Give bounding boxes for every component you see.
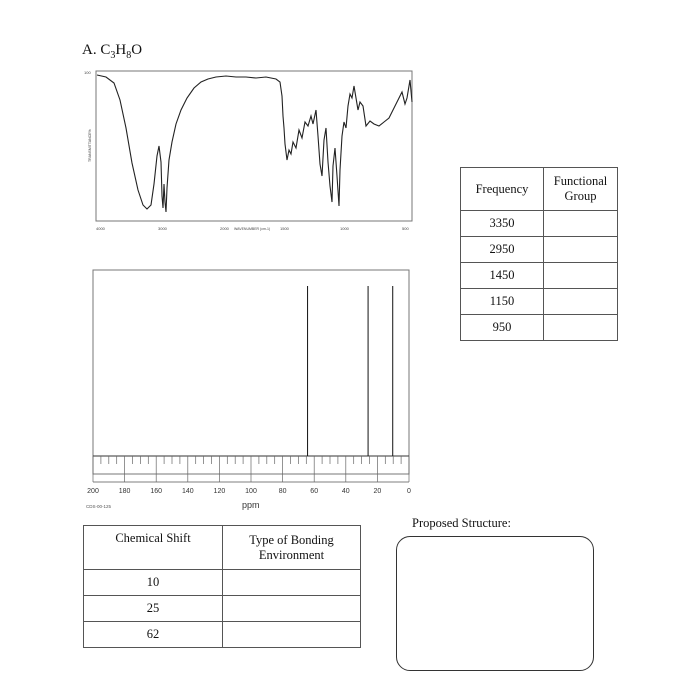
- cnmr-tick-label: 140: [181, 488, 194, 495]
- ir-spectrum: [84, 66, 420, 236]
- table-row: [461, 237, 618, 263]
- ir-x-tick: 500: [402, 226, 409, 231]
- table-row: [461, 263, 618, 289]
- ir-header-group: Functional Group: [544, 168, 618, 211]
- table-row: [84, 622, 361, 648]
- cnmr-x-axis: [87, 456, 411, 495]
- nmr-header-shift: Chemical Shift: [84, 526, 223, 570]
- ir-x-tick: 4000: [96, 226, 105, 231]
- table-row: [84, 570, 361, 596]
- ir-header-frequency: Frequency: [461, 168, 544, 211]
- cnmr-tick-label: 160: [150, 488, 163, 495]
- nmr-table-header: [84, 526, 361, 570]
- cnmr-tick-label: 100: [245, 488, 257, 495]
- nmr-env-cell[interactable]: [223, 570, 361, 596]
- ir-group-cell[interactable]: [544, 263, 618, 289]
- cnmr-spectrum: [78, 266, 418, 516]
- table-row: [461, 289, 618, 315]
- ir-x-tick: 1500: [280, 226, 289, 231]
- ir-group-cell[interactable]: [544, 237, 618, 263]
- ir-x-tick: 1000: [340, 226, 349, 231]
- ir-trace: [97, 75, 412, 212]
- cnmr-x-unit: ppm: [242, 500, 260, 510]
- ir-group-cell[interactable]: [544, 211, 618, 237]
- cnmr-code: CDS-00-125: [86, 504, 112, 509]
- ir-group-cell[interactable]: [544, 289, 618, 315]
- ir-frame: [96, 71, 412, 221]
- ir-y-axis-label: TRANSMITTANCE%: [88, 129, 92, 162]
- cnmr-tick-label: 0: [407, 488, 411, 495]
- ir-frequency-cell: 1150: [461, 289, 544, 315]
- chemical-shift-table: [83, 525, 361, 648]
- ir-frequency-cell: 950: [461, 315, 544, 341]
- nmr-shift-cell: 62: [84, 622, 223, 648]
- cnmr-tick-label: 200: [87, 488, 99, 495]
- cnmr-frame: [93, 270, 409, 474]
- cnmr-tick-label: 20: [373, 488, 382, 495]
- cnmr-tick-label: 40: [341, 488, 350, 495]
- nmr-env-cell[interactable]: [223, 622, 361, 648]
- proposed-structure-box[interactable]: [396, 536, 594, 671]
- proposed-structure-label: Proposed Structure:: [412, 516, 511, 530]
- table-row: [84, 596, 361, 622]
- ir-frequency-cell: 1450: [461, 263, 544, 289]
- cnmr-tick-label: 60: [310, 488, 319, 495]
- cnmr-tick-label: 120: [213, 488, 226, 495]
- nmr-header-env: Type of Bonding Environment: [223, 526, 361, 570]
- problem-title: A. $C_3H_8O$: [82, 42, 143, 61]
- ir-frequency-cell: 3350: [461, 211, 544, 237]
- ir-table-header: [461, 168, 618, 211]
- table-row: [461, 211, 618, 237]
- ir-x-axis-label: WAVENUMBER (cm-1): [234, 227, 271, 231]
- ir-frequency-cell: 2950: [461, 237, 544, 263]
- ir-frequency-table: [460, 167, 618, 341]
- nmr-shift-cell: 10: [84, 570, 223, 596]
- cnmr-tick-label: 180: [118, 488, 131, 495]
- cnmr-tick-label: 80: [278, 488, 287, 495]
- ir-x-tick: 3000: [158, 226, 167, 231]
- ir-group-cell[interactable]: [544, 315, 618, 341]
- nmr-shift-cell: 25: [84, 596, 223, 622]
- ir-x-tick: 2000: [220, 226, 229, 231]
- ir-y-top-label: 100: [84, 70, 91, 75]
- cnmr-peaks: [308, 286, 393, 456]
- nmr-env-cell[interactable]: [223, 596, 361, 622]
- table-row: [461, 315, 618, 341]
